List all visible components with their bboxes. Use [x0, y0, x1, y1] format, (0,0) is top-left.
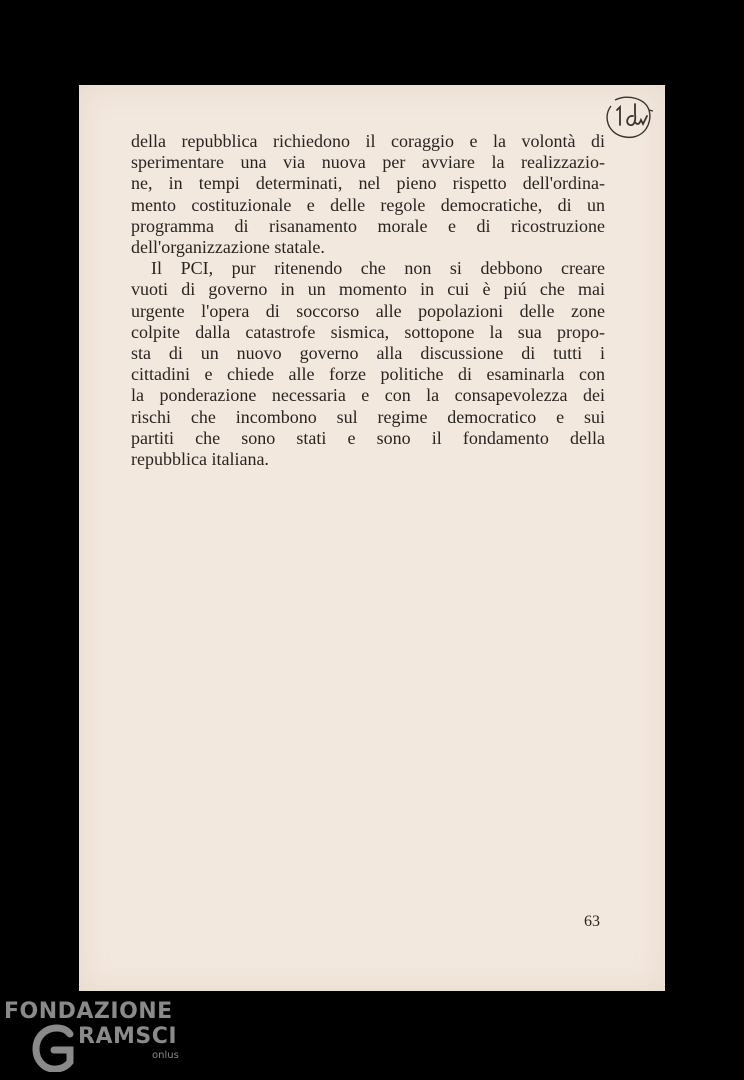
text-line: programma di risanamento morale e di ricostruzione: [131, 215, 605, 236]
document-page: [79, 85, 665, 991]
text-line: sperimentare una via nuova per avviare la realizzazio-: [131, 152, 605, 173]
handwritten-page-mark: [601, 94, 653, 142]
text-line: mento costituzionale e delle regole democratiche, di un: [131, 194, 605, 215]
body-text: [131, 131, 605, 470]
text-line: urgente l'opera di soccorso alle popolazioni delle zone: [131, 300, 605, 321]
text-line: repubblica italiana.: [131, 449, 269, 470]
paragraph-1: [131, 131, 605, 258]
text-line: partiti che sono stati e sono il fondamento della: [131, 427, 605, 448]
logo-line-1: FONDAZIONE: [4, 999, 173, 1024]
text-line: cittadini e chiede alle forze politiche di esaminarla con: [131, 364, 605, 385]
page-number: 63: [584, 913, 600, 930]
text-line: Il PCI, pur ritenendo che non si debbono creare: [151, 258, 605, 279]
handwritten-circle-icon: [601, 94, 653, 142]
text-line: sta di un nuovo governo alla discussione di tutti i: [131, 343, 605, 364]
text-line: la ponderazione necessaria e con la consapevolezza dei: [131, 385, 605, 406]
fondazione-gramsci-logo: [4, 1000, 184, 1075]
logo-g-icon: [30, 1020, 78, 1072]
paragraph-2: [131, 258, 605, 470]
text-line: ne, in tempi determinati, nel pieno rispetto dell'ordina-: [131, 173, 605, 194]
text-line: della repubblica richiedono il coraggio e la volontà di: [131, 131, 605, 151]
text-line: rischi che incombono sul regime democratico e sui: [131, 406, 605, 427]
text-line: colpite dalla catastrofe sismica, sottopone la sua propo-: [131, 321, 605, 342]
text-line: dell'organizzazione statale.: [131, 237, 325, 258]
text-line: vuoti di governo in un momento in cui è piú che mai: [131, 279, 605, 300]
logo-tagline: onlus: [152, 1050, 179, 1061]
logo-line-2: RAMSCI: [78, 1024, 178, 1049]
